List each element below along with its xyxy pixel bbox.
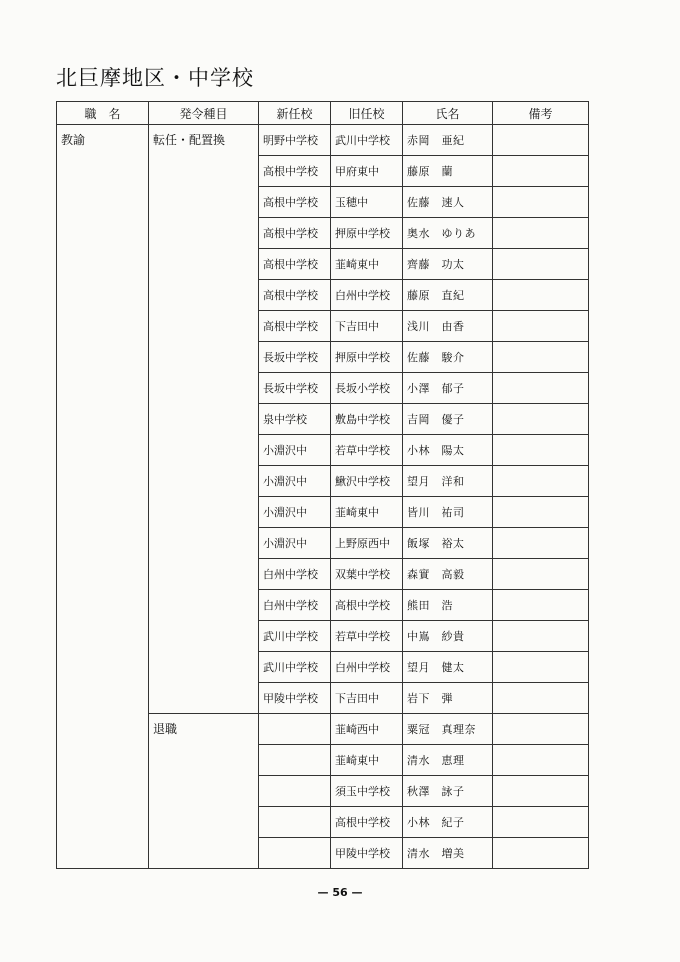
new-school-cell: 長坂中学校 xyxy=(259,342,331,373)
remarks-cell xyxy=(493,404,589,435)
old-school-cell: 下吉田中 xyxy=(331,683,403,714)
name-cell: 岩下 弾 xyxy=(403,683,493,714)
old-school-cell: 高根中学校 xyxy=(331,807,403,838)
name-cell: 浅川 由香 xyxy=(403,311,493,342)
name-cell: 齊藤 功太 xyxy=(403,249,493,280)
remarks-cell xyxy=(493,125,589,156)
header-position: 職 名 xyxy=(57,102,149,125)
personnel-table xyxy=(56,101,589,869)
old-school-cell: 上野原西中 xyxy=(331,528,403,559)
header-remarks: 備考 xyxy=(493,102,589,125)
remarks-cell xyxy=(493,652,589,683)
old-school-cell: 押原中学校 xyxy=(331,218,403,249)
new-school-cell xyxy=(259,807,331,838)
remarks-cell xyxy=(493,280,589,311)
old-school-cell: 押原中学校 xyxy=(331,342,403,373)
page-title: 北巨摩地区・中学校 xyxy=(56,66,254,90)
table-body xyxy=(57,125,589,869)
name-cell: 藤原 蘭 xyxy=(403,156,493,187)
new-school-cell: 泉中学校 xyxy=(259,404,331,435)
remarks-cell xyxy=(493,745,589,776)
new-school-cell xyxy=(259,776,331,807)
name-cell: 佐藤 速人 xyxy=(403,187,493,218)
old-school-cell: 武川中学校 xyxy=(331,125,403,156)
new-school-cell: 白州中学校 xyxy=(259,559,331,590)
name-cell: 佐藤 駿介 xyxy=(403,342,493,373)
remarks-cell xyxy=(493,776,589,807)
new-school-cell: 小淵沢中 xyxy=(259,497,331,528)
header-old-school: 旧任校 xyxy=(331,102,403,125)
new-school-cell: 小淵沢中 xyxy=(259,528,331,559)
remarks-cell xyxy=(493,838,589,869)
new-school-cell: 武川中学校 xyxy=(259,621,331,652)
old-school-cell: 鰍沢中学校 xyxy=(331,466,403,497)
name-cell: 清水 恵理 xyxy=(403,745,493,776)
old-school-cell: 若草中学校 xyxy=(331,435,403,466)
new-school-cell xyxy=(259,745,331,776)
old-school-cell: 白州中学校 xyxy=(331,280,403,311)
page-number: — 56 — xyxy=(317,886,363,899)
remarks-cell xyxy=(493,218,589,249)
name-cell: 望月 洋和 xyxy=(403,466,493,497)
old-school-cell: 甲府東中 xyxy=(331,156,403,187)
remarks-cell xyxy=(493,311,589,342)
name-cell: 飯塚 裕太 xyxy=(403,528,493,559)
new-school-cell: 武川中学校 xyxy=(259,652,331,683)
name-cell: 望月 健太 xyxy=(403,652,493,683)
name-cell: 粟冠 真理奈 xyxy=(403,714,493,745)
remarks-cell xyxy=(493,528,589,559)
remarks-cell xyxy=(493,590,589,621)
new-school-cell: 明野中学校 xyxy=(259,125,331,156)
old-school-cell: 長坂小学校 xyxy=(331,373,403,404)
name-cell: 小林 紀子 xyxy=(403,807,493,838)
remarks-cell xyxy=(493,249,589,280)
remarks-cell xyxy=(493,559,589,590)
old-school-cell: 玉穂中 xyxy=(331,187,403,218)
name-cell: 吉岡 優子 xyxy=(403,404,493,435)
new-school-cell: 小淵沢中 xyxy=(259,466,331,497)
new-school-cell: 甲陵中学校 xyxy=(259,683,331,714)
name-cell: 秋澤 詠子 xyxy=(403,776,493,807)
name-cell: 皆川 祐司 xyxy=(403,497,493,528)
old-school-cell: 双葉中学校 xyxy=(331,559,403,590)
old-school-cell: 韮崎東中 xyxy=(331,497,403,528)
remarks-cell xyxy=(493,373,589,404)
old-school-cell: 韮崎西中 xyxy=(331,714,403,745)
remarks-cell xyxy=(493,156,589,187)
name-cell: 熊田 浩 xyxy=(403,590,493,621)
new-school-cell: 高根中学校 xyxy=(259,280,331,311)
new-school-cell: 長坂中学校 xyxy=(259,373,331,404)
order-type-retirement: 退職 xyxy=(149,714,259,869)
remarks-cell xyxy=(493,342,589,373)
new-school-cell: 高根中学校 xyxy=(259,187,331,218)
new-school-cell xyxy=(259,714,331,745)
old-school-cell: 須玉中学校 xyxy=(331,776,403,807)
remarks-cell xyxy=(493,435,589,466)
old-school-cell: 甲陵中学校 xyxy=(331,838,403,869)
header-order-type: 発令種目 xyxy=(149,102,259,125)
position-cell: 教諭 xyxy=(57,125,149,869)
name-cell: 赤岡 亜紀 xyxy=(403,125,493,156)
new-school-cell: 白州中学校 xyxy=(259,590,331,621)
header-name: 氏名 xyxy=(403,102,493,125)
old-school-cell: 韮崎東中 xyxy=(331,249,403,280)
new-school-cell: 高根中学校 xyxy=(259,249,331,280)
name-cell: 清水 増美 xyxy=(403,838,493,869)
old-school-cell: 下吉田中 xyxy=(331,311,403,342)
remarks-cell xyxy=(493,683,589,714)
table-row xyxy=(57,125,589,156)
remarks-cell xyxy=(493,807,589,838)
new-school-cell: 高根中学校 xyxy=(259,156,331,187)
remarks-cell xyxy=(493,466,589,497)
name-cell: 小澤 郁子 xyxy=(403,373,493,404)
name-cell: 奥水 ゆりあ xyxy=(403,218,493,249)
name-cell: 森實 高毅 xyxy=(403,559,493,590)
old-school-cell: 白州中学校 xyxy=(331,652,403,683)
remarks-cell xyxy=(493,187,589,218)
old-school-cell: 韮崎東中 xyxy=(331,745,403,776)
new-school-cell: 小淵沢中 xyxy=(259,435,331,466)
header-new-school: 新任校 xyxy=(259,102,331,125)
new-school-cell: 高根中学校 xyxy=(259,218,331,249)
remarks-cell xyxy=(493,497,589,528)
name-cell: 小林 陽太 xyxy=(403,435,493,466)
old-school-cell: 敷島中学校 xyxy=(331,404,403,435)
order-type-transfer: 転任・配置換 xyxy=(149,125,259,714)
name-cell: 中嶌 紗貴 xyxy=(403,621,493,652)
new-school-cell xyxy=(259,838,331,869)
remarks-cell xyxy=(493,621,589,652)
old-school-cell: 若草中学校 xyxy=(331,621,403,652)
table-header-row xyxy=(57,102,589,125)
name-cell: 藤原 直紀 xyxy=(403,280,493,311)
remarks-cell xyxy=(493,714,589,745)
old-school-cell: 高根中学校 xyxy=(331,590,403,621)
new-school-cell: 高根中学校 xyxy=(259,311,331,342)
